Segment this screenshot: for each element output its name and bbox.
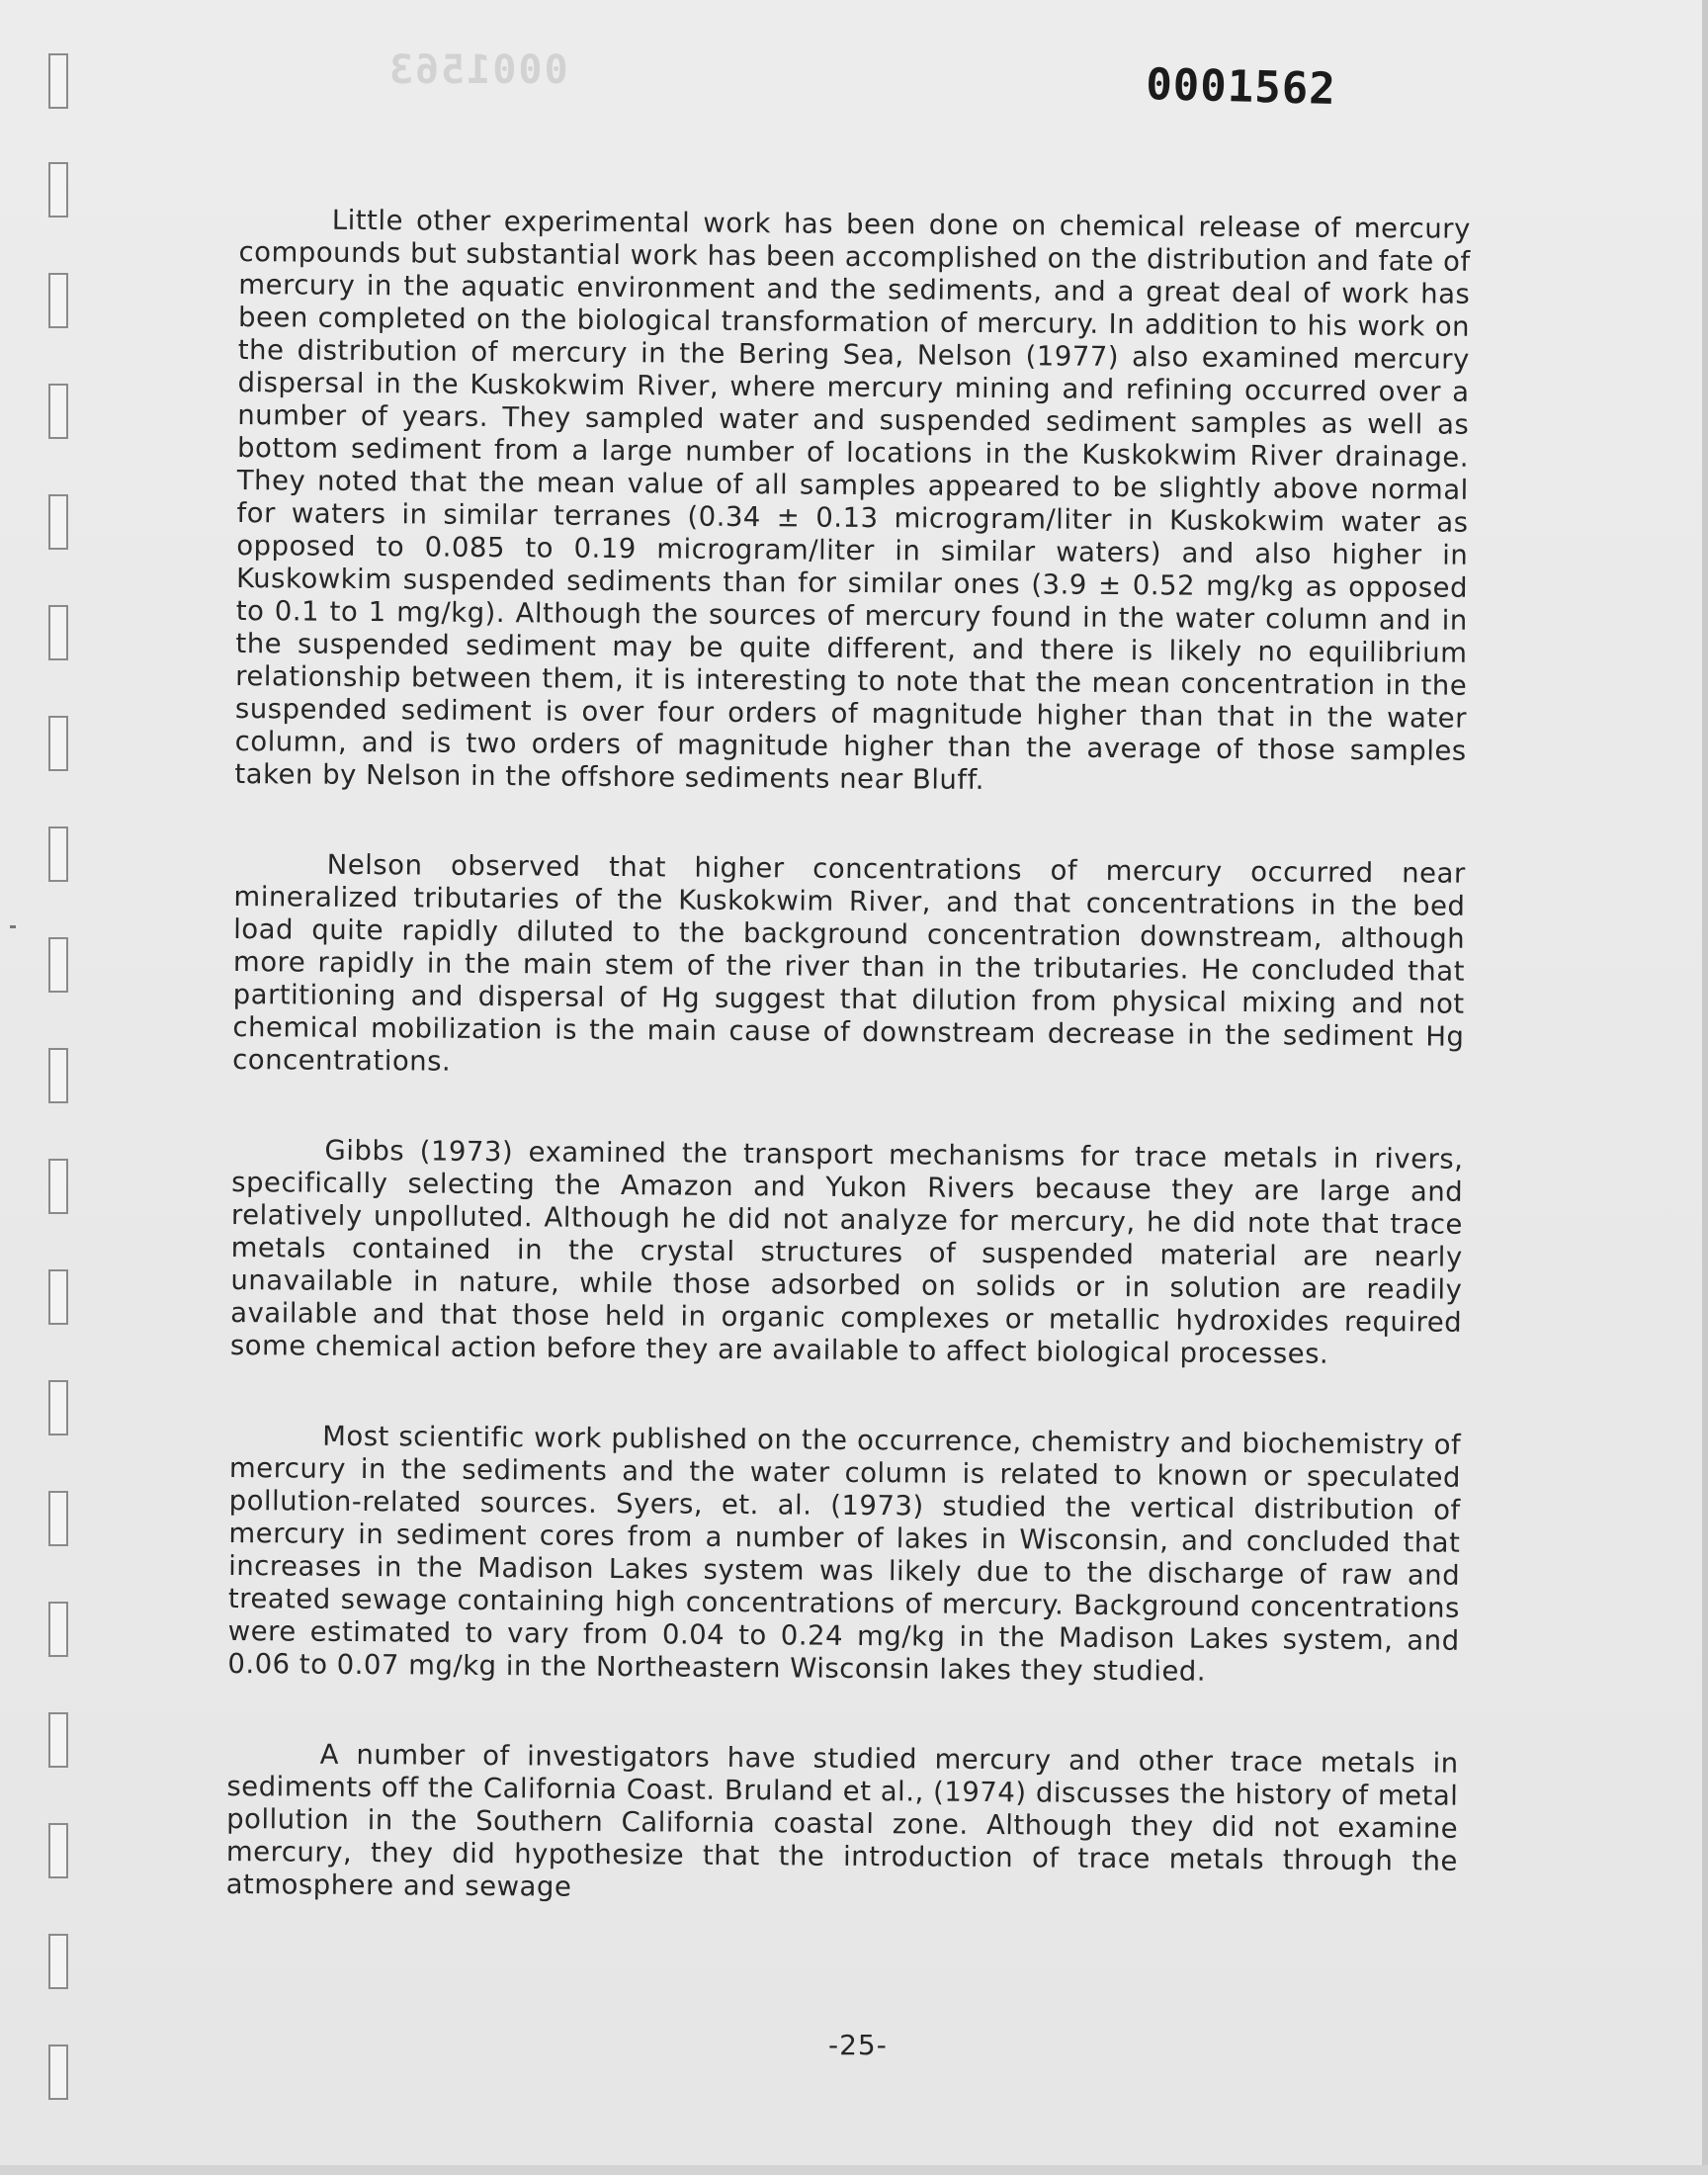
punch-hole bbox=[48, 2044, 68, 2100]
page-edge bbox=[1702, 0, 1708, 2175]
punch-hole bbox=[48, 162, 68, 218]
punch-hole bbox=[48, 1823, 68, 1878]
stray-ink-mark bbox=[10, 925, 16, 928]
punch-hole bbox=[48, 1934, 68, 1989]
punch-hole bbox=[48, 1048, 68, 1103]
punch-hole bbox=[48, 494, 68, 550]
paragraph: Nelson observed that higher concentrations of mercury occurred near mineralized tributaries of the Kuskokwim River, and that concentrations in the bed load quite rapidly diluted to the background concentration downstream, although more rapidly in the main stem of the river than in the tributaries. He concluded that partitioning and dispersal of Hg suggest that dilution from physical mixing and not chemical mobilization is the main cause of downstream decrease in the sediment Hg concentrations. bbox=[232, 848, 1466, 1078]
paragraph: Gibbs (1973) examined the transport mechanisms for trace metals in rivers, specifically selecting the Amazon and Yukon Rivers because they are large and relatively unpolluted. Although he did not analyze for mercury, he did note that trace metals contained in the crystal structures of suspended material are nearly unavailable in nature, while those adsorbed on solids or in solution are readily available and that those held in organic complexes or metallic hydroxides required some chemical action before they are available to affect biological processes. bbox=[229, 1134, 1464, 1370]
punch-hole bbox=[48, 826, 68, 882]
paragraph: Most scientific work published on the occurrence, chemistry and biochemistry of mercury in the sediments and the water column is related to known or speculated pollution-related sources. Syers, et. al. (1973) studied the vertical distribution of mercury in sediment cores from a number of lakes in Wisconsin, and concluded that increases in the Madison Lakes system was likely due to the discharge of raw and treated sewage containing high concentrations of mercury. Background concentrations were estimated to vary from 0.04 to 0.24 mg/kg in the Madison Lakes system, and 0.06 to 0.07 mg/kg in the Northeastern Wisconsin lakes they studied. bbox=[227, 1420, 1462, 1688]
punch-hole-strip bbox=[0, 0, 109, 2175]
punch-hole bbox=[48, 1712, 68, 1768]
page-edge bbox=[0, 2165, 1708, 2175]
paragraph: A number of investigators have studied mercury and other trace metals in sediments off the California Coast. Bruland et al., (1974) discusses the history of metal pollution in the Southern California coastal zone. Although they did not examine mercury, they did hypothesize that the introduction of trace metals through the atmosphere and sewage bbox=[225, 1738, 1459, 1903]
bleed-through-stamp: 0001563 bbox=[387, 47, 568, 93]
punch-hole bbox=[48, 1491, 68, 1546]
punch-hole bbox=[48, 937, 68, 993]
punch-hole bbox=[48, 1269, 68, 1325]
punch-hole bbox=[48, 273, 68, 328]
punch-hole bbox=[48, 53, 68, 109]
body-text bbox=[225, 204, 1471, 1968]
page-number: -25- bbox=[828, 2029, 888, 2061]
punch-hole bbox=[48, 716, 68, 771]
punch-hole bbox=[48, 1159, 68, 1214]
punch-hole bbox=[48, 384, 68, 439]
document-number-stamp: 0001562 bbox=[1145, 59, 1337, 116]
punch-hole bbox=[48, 1602, 68, 1657]
punch-hole bbox=[48, 1380, 68, 1436]
punch-hole bbox=[48, 605, 68, 660]
paragraph: Little other experimental work has been done on chemical release of mercury compounds but substantial work has been accomplished on the distribution and fate of mercury in the aquatic environment and the sediments, and a great deal of work has been completed on the biological transformation of mercury. In addition to his work on the distribution of mercury in the Bering Sea, Nelson (1977) also examined mercury dispersal in the Kuskokwim River, where mercury mining and refining occurred over a number of years. They sampled water and suspended sediment samples as well as bottom sediment from a large number of locations in the Kuskokwim River drainage. They noted that the mean value of all samples appeared to be slightly above normal for waters in similar terranes (0.34 ± 0.13 microgram/liter in Kuskokwim water as opposed to 0.085 to 0.19 microgram/liter in similar waters) and also higher in Kuskowkim suspended sediments than for similar ones (3.9 ± 0.52 mg/kg as opposed to 0.1 to 1 mg/kg). Although the sources of mercury found in the water column and in the suspended sediment may be quite different, and there is likely no equilibrium relationship between them, it is interesting to note that the mean concentration in the suspended sediment is over four orders of magnitude higher than that in the water column, and is two orders of magnitude higher than the average of those samples taken by Nelson in the offshore sediments near Bluff. bbox=[234, 204, 1471, 796]
